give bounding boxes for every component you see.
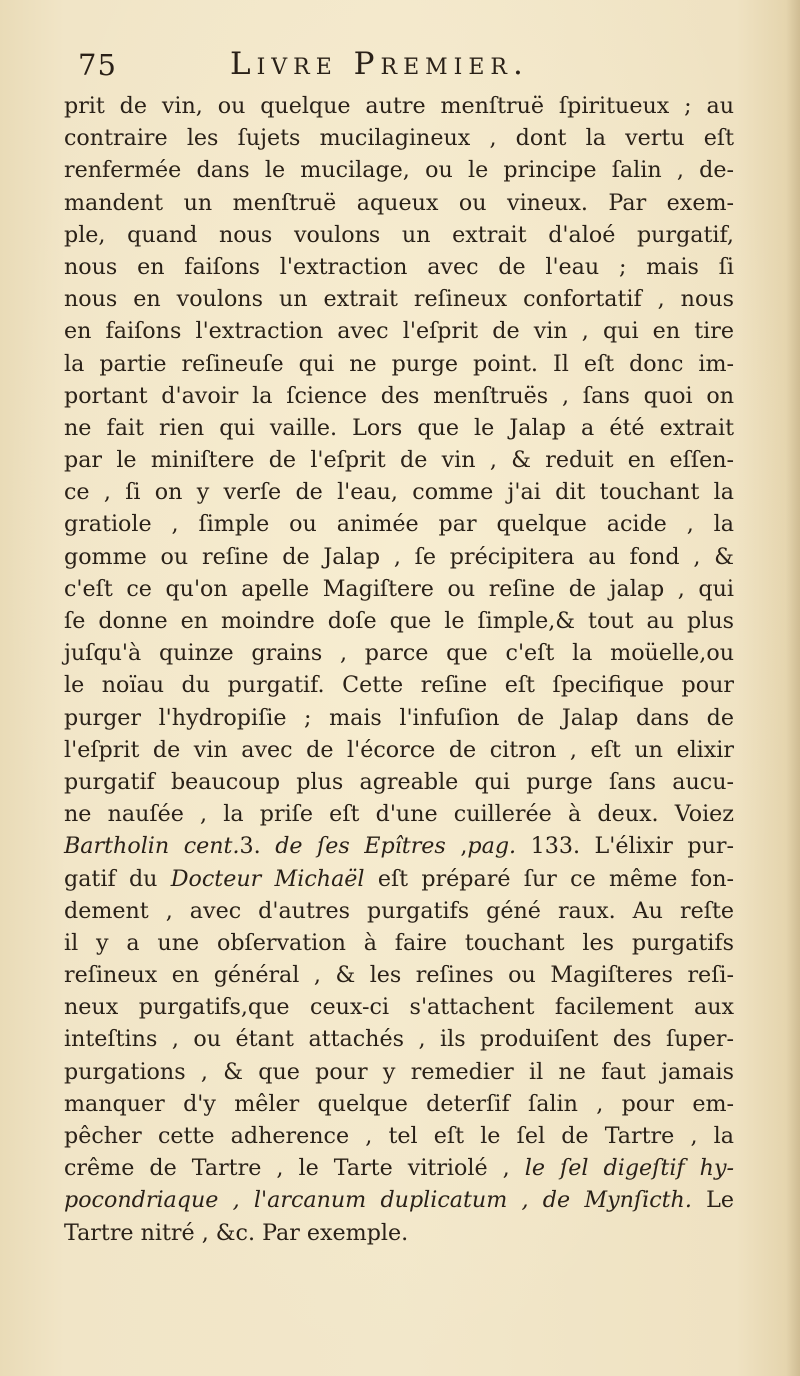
text-line: juſqu'à quinze grains , parce que c'eſt la moüelle,ou [64,640,734,667]
text-line: mandent un menſtruë aqueux ou vineux. Par exem- [64,189,734,216]
text-line: gratiole , ſimple ou animée par quelque acide , la [64,511,734,538]
text-line: purgations , & que pour y remedier il ne faut jamais [64,1058,734,1085]
text-line [64,1184,734,1216]
text-line: renfermée dans le mucilage, ou le principe ſalin , de- [64,157,734,184]
text-line: par le miniſtere de l'eſprit de vin , & reduit en eſſen- [64,447,734,474]
text-line [64,863,734,895]
text-line: purgatif beaucoup plus agreable qui purge ſans aucu- [64,768,734,795]
italic-span: pag. [467,833,517,860]
text-line: ce , ſi on y verſe de l'eau, comme j'ai dit touchant la [64,479,734,506]
text-line: ſe donne en moindre doſe que le ſimple,& tout au plus [64,608,734,634]
text-line: gomme ou reſine de Jalap , ſe précipitera au fond , & [64,543,734,570]
text-span: eſt préparé ſur ce même fon- [364,865,734,892]
running-title: Livre Premier. [230,46,529,82]
text-line: ne fait rien qui vaille. Lors que le Jalap a été extrait [64,414,734,441]
page-number: 75 [78,48,117,82]
text-line: ple, quand nous voulons un extrait d'aloé purgatif, [64,221,734,248]
italic-span: le ſel digeſtif hy- [524,1155,734,1182]
italic-span: Docteur Michaël [170,865,365,892]
page-edge-shadow [786,0,800,1376]
text-line: prit de vin, ou quelque autre menſtruë ſpiritueux ; au [64,93,734,119]
text-line: inteſtins , ou étant attachés , ils produiſent des ſuper- [64,1026,734,1053]
text-line: c'eſt ce qu'on apelle Magiſtere ou reſine de jalap , qui [64,575,734,602]
text-line: pêcher cette adherence , tel eſt le ſel de Tartre , la [64,1123,734,1149]
text-span: 133. L'élixir pur- [516,833,734,860]
italic-span: Bartholin cent. [64,833,240,860]
text-line: le noïau du purgatif. Cette reſine eſt ſpecifique pour [64,672,734,699]
text-span: Le [691,1187,734,1214]
text-span: , [445,833,468,860]
text-line: la partie reſineuſe qui ne purge point. Il eſt donc im- [64,350,734,377]
text-line: nous en voulons un extrait reſineux confortatif , nous [64,286,734,313]
body-text [64,90,734,1249]
text-line: nous en faiſons l'extraction avec de l'eau ; mais ſi [64,253,734,280]
italic-span: pocondriaque , l'arcanum duplicatum , de Mynſicth. [64,1187,692,1214]
text-line [64,830,734,862]
text-line: il y a une obſervation à faire touchant les purgatifs [64,929,734,956]
text-line: dement , avec d'autres purgatifs géné raux. Au reſte [64,897,734,924]
text-line: neux purgatifs,que ceux-ci s'attachent facilement aux [64,994,734,1021]
text-line [64,1152,734,1184]
text-line: reſineux en général , & les reſines ou Magiſteres reſi- [64,962,734,989]
text-line: manquer d'y mêler quelque deterſif ſalin , pour em- [64,1090,734,1117]
text-line: en faiſons l'extraction avec l'eſprit de vin , qui en tire [64,318,734,345]
text-span: crême de Tartre , le Tarte vitriolé , [64,1155,525,1182]
text-line: contraire les ſujets mucilagineux , dont la vertu eſt [64,125,734,152]
italic-span: de ſes Epîtres [275,833,446,860]
text-span: gatif du [64,865,171,892]
text-line: Tartre nitré , &c. Par exemple. [64,1219,409,1246]
text-line: ne nauſée , la priſe eſt d'une cuillerée à deux. Voiez [64,801,734,828]
text-line: portant d'avoir la ſcience des menſtruës , ſans quoi on [64,382,734,409]
text-line: l'eſprit de vin avec de l'écorce de citron , eſt un elixir [64,736,734,763]
text-span: 3. [239,833,276,860]
page-header [78,44,738,94]
text-line: purger l'hydropiſie ; mais l'infuſion de Jalap dans de [64,704,734,731]
